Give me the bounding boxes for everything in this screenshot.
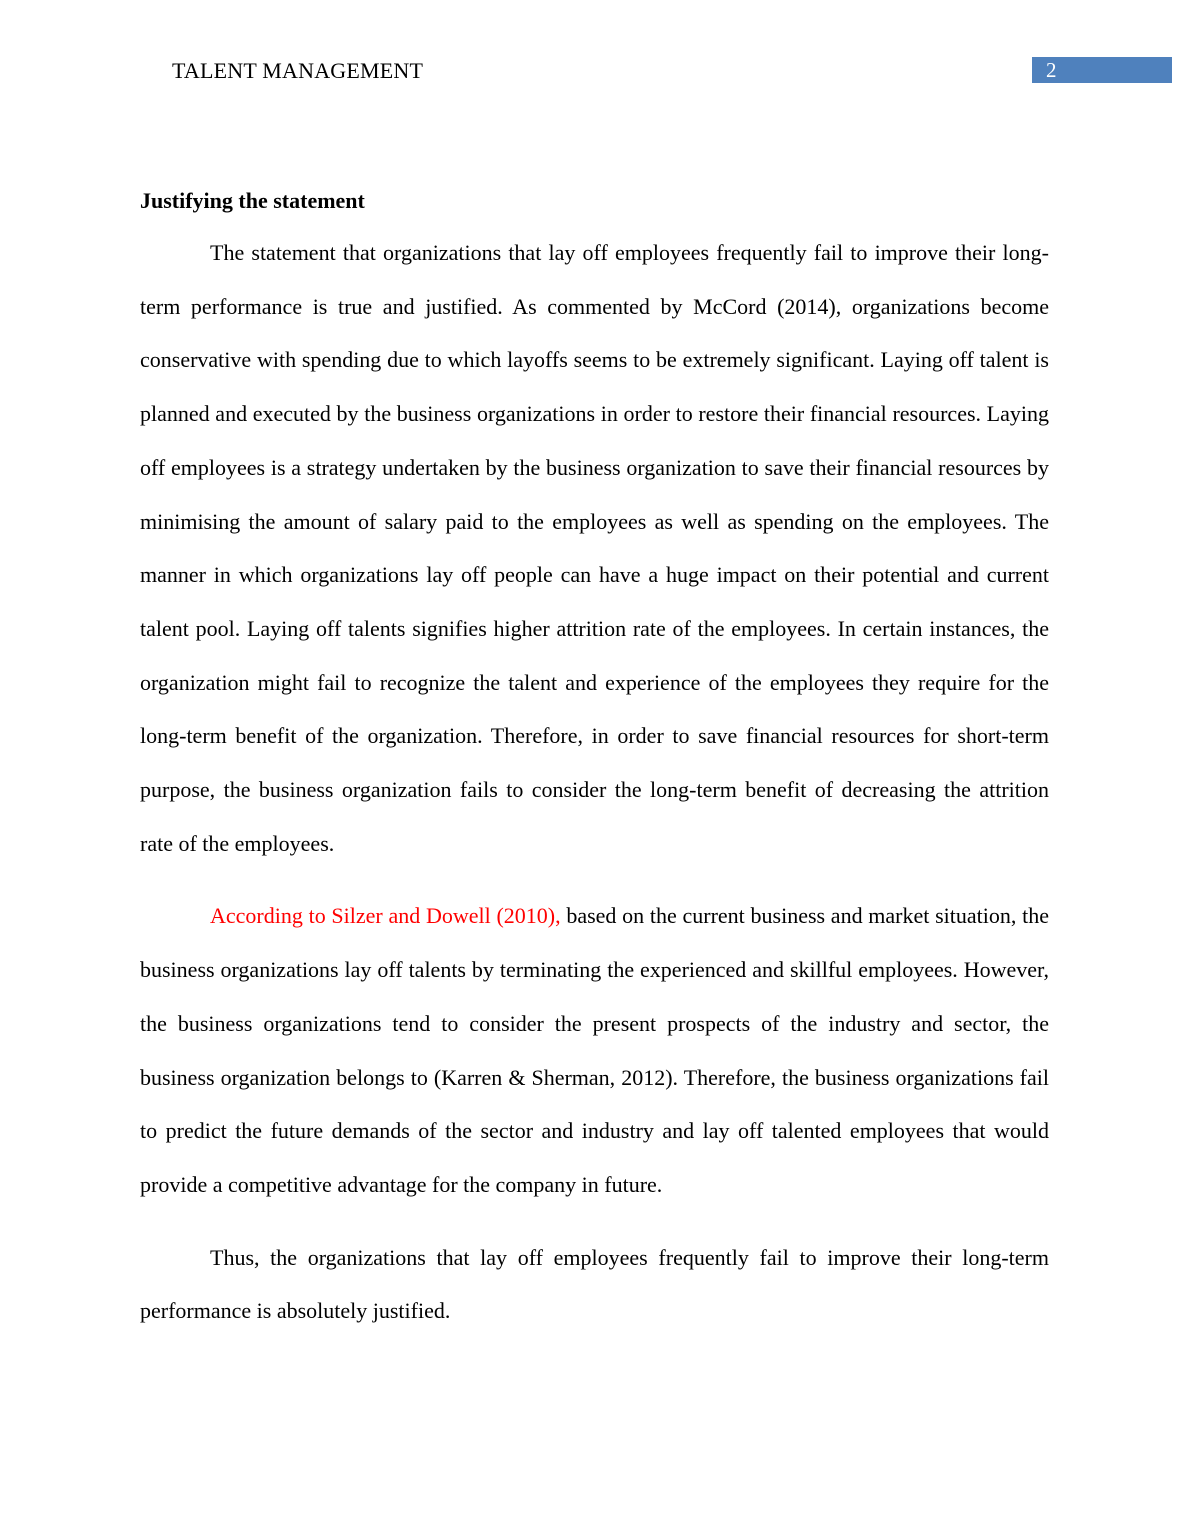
paragraph-1: The statement that organizations that lay off employees frequently fail to improve their long-term performance is true and justified. As commented by McCord (2014), organizations become conservative with spending due to which layoffs seems to be extremely significant. Laying off talent is planned and executed by the business organizations in order to restore their financial resources. Laying off employees is a strategy undertaken by the business organization to save their financial resources by minimising the amount of salary paid to the employees as well as spending on the employees. The manner in which organizations lay off people can have a huge impact on their potential and current talent pool. Laying off talents signifies higher attrition rate of the employees. In certain instances, the organization might fail to recognize the talent and experience of the employees they require for the long-term benefit of the organization. Therefore, in order to save financial resources for short-term purpose, the business organization fails to consider the long-term benefit of decreasing the attrition rate of the employees. (140, 240, 1049, 856)
document-body (140, 186, 1049, 1357)
running-head-title: TALENT MANAGEMENT (172, 58, 424, 83)
paragraph-3: Thus, the organizations that lay off employees frequently fail to improve their long-term performance is absolutely justified. (140, 1244, 1049, 1324)
paragraph-2-text: based on the current business and market situation, the business organizations lay off talents by terminating the experienced and skillful employees. However, the business organizations tend to consider the present prospects of the industry and sector, the business organization belongs to (Karren & Sherman, 2012). Therefore, the business organizations fail to predict the future demands of the sector and industry and lay off talented employees that would provide a competitive advantage for the company in future. (140, 903, 1049, 1197)
highlighted-citation: According to Silzer and Dowell (2010), (210, 903, 561, 929)
paragraph-2 (140, 889, 1049, 1211)
page-number: 2 (1046, 58, 1057, 82)
page-number-badge (1032, 57, 1172, 83)
section-heading: Justifying the statement (140, 188, 365, 213)
